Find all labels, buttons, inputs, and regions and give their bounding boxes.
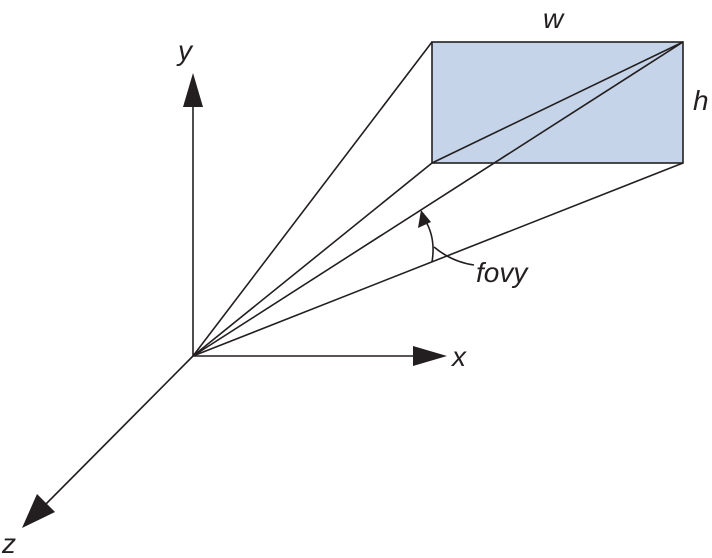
z-axis-label: z	[2, 528, 16, 558]
frustum-edge-bottom-left	[193, 163, 432, 356]
x-axis-label: x	[452, 341, 466, 372]
y-axis-label: y	[178, 35, 192, 66]
z-axis-line	[42, 356, 193, 508]
fovy-angle-arc	[425, 220, 433, 262]
height-label: h	[693, 85, 709, 116]
fovy-leader-line	[434, 247, 474, 265]
x-axis-arrowhead	[413, 346, 447, 366]
width-label: w	[543, 3, 564, 34]
y-axis-arrowhead	[183, 73, 203, 107]
fovy-arc-arrowhead	[418, 210, 431, 228]
fovy-label: fovy	[476, 257, 528, 288]
